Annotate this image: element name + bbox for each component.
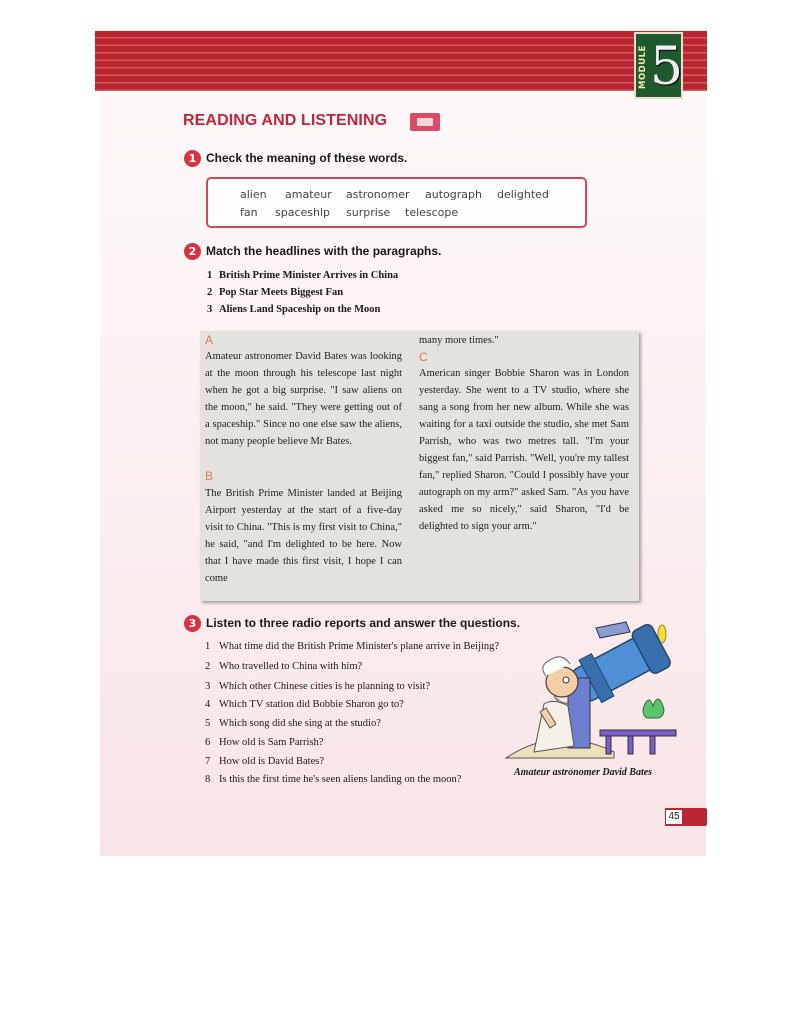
paragraph-c-text: American singer Bobbie Sharon was in London yesterday. She went to a TV studio, where she sang a song from her new album. While she was waiting for a taxi outside the studio, she met Sam Parrish, who was two metres tall. "I'm your biggest fan," said Parrish. "Well, you're my tallest fan," replied Sharon. "Could I possibly have your autograph on my arm?" asked Sam. "As you have asked me so nicely," said Sharon, "I'd be delighted to sign your arm." — [419, 368, 629, 532]
question-3-number: 3 — [184, 615, 201, 632]
section-title: READING AND LISTENING — [183, 112, 388, 129]
question-item — [205, 718, 381, 729]
word-item: telescope — [405, 206, 459, 219]
question-text: Which other Chinese cities is he planning to visit? — [219, 681, 431, 692]
word-item: surprise — [346, 206, 391, 219]
question-text: Which TV station did Bobbie Sharon go to? — [219, 699, 404, 710]
question-text: Who travelled to China with him? — [219, 661, 363, 672]
question-text: Is this the first time he's seen aliens landing on the moon? — [219, 774, 462, 785]
question-number: 7 — [205, 756, 211, 767]
question-text: What time did the British Prime Minister's plane arrive in Beijing? — [219, 641, 500, 652]
page-number-tab — [665, 808, 707, 826]
word-item: astronomer — [346, 188, 410, 201]
question-text: How old is David Bates? — [219, 756, 324, 767]
question-item — [205, 699, 404, 710]
question-number: 5 — [205, 718, 211, 729]
paragraph-a-label: A — [205, 333, 214, 347]
headline-text: British Prime Minister Arrives in China — [219, 270, 399, 281]
question-item — [205, 661, 362, 672]
question-text: Which song did she sing at the studio? — [219, 718, 381, 729]
headline-item — [207, 304, 380, 315]
headline-item — [207, 270, 398, 281]
question-number: 4 — [205, 699, 211, 710]
cassette-icon — [410, 113, 440, 131]
question-item — [205, 737, 323, 748]
headline-item — [207, 287, 343, 298]
word-item: spaceship — [275, 206, 331, 219]
illustration-caption: Amateur astronomer David Bates — [514, 767, 653, 778]
module-label: MODULE — [638, 45, 648, 89]
question-2-number: 2 — [184, 243, 201, 260]
headline-number: 2 — [207, 287, 213, 298]
question-text: How old is Sam Parrish? — [219, 737, 324, 748]
module-badge — [634, 32, 683, 99]
module-number: 5 — [650, 37, 684, 97]
paragraph-c-label: C — [419, 350, 428, 364]
question-1-instruction: Check the meaning of these words. — [206, 151, 408, 165]
paragraph-b-label: B — [205, 469, 214, 483]
headline-number: 3 — [207, 304, 213, 315]
headline-text: Pop Star Meets Biggest Fan — [219, 287, 344, 298]
word-item: delighted — [497, 188, 549, 201]
question-number: 8 — [205, 774, 211, 785]
word-item: autograph — [425, 188, 482, 201]
headline-text: Aliens Land Spaceship on the Moon — [219, 304, 381, 315]
word-item: alien — [240, 188, 267, 201]
headline-number: 1 — [207, 270, 213, 281]
question-item — [205, 681, 430, 692]
paragraph-b-continued: many more times." — [419, 335, 499, 346]
question-item — [205, 756, 324, 767]
question-item — [205, 774, 461, 785]
paragraph-a-text: Amateur astronomer David Bates was looking at the moon through his telescope last night when he got a big surprise. "I saw aliens on the moon," he said. "They were getting out of a spaceship." Since no one else saw the aliens, not many people believe Mr Bates. — [205, 351, 402, 447]
word-item: fan — [240, 206, 258, 219]
question-1-number: 1 — [184, 150, 201, 167]
question-number: 6 — [205, 737, 211, 748]
question-number: 1 — [205, 641, 211, 652]
paragraph-b-text: The British Prime Minister landed at Beijing Airport yesterday at the start of a five-day visit to China. "This is my first visit to China," he said, "and I'm delighted to be here. Now that I have made this first visit, I hope I can come — [205, 488, 402, 584]
astronomer-illustration — [496, 620, 678, 760]
question-2-instruction: Match the headlines with the paragraphs. — [206, 244, 442, 258]
word-box — [206, 177, 587, 228]
page-number: 45 — [665, 809, 683, 825]
question-number: 2 — [205, 661, 211, 672]
word-item: amateur — [285, 188, 332, 201]
question-number: 3 — [205, 681, 211, 692]
question-item — [205, 641, 499, 652]
top-banner — [95, 31, 707, 91]
question-3-instruction: Listen to three radio reports and answer the questions. — [206, 616, 521, 630]
